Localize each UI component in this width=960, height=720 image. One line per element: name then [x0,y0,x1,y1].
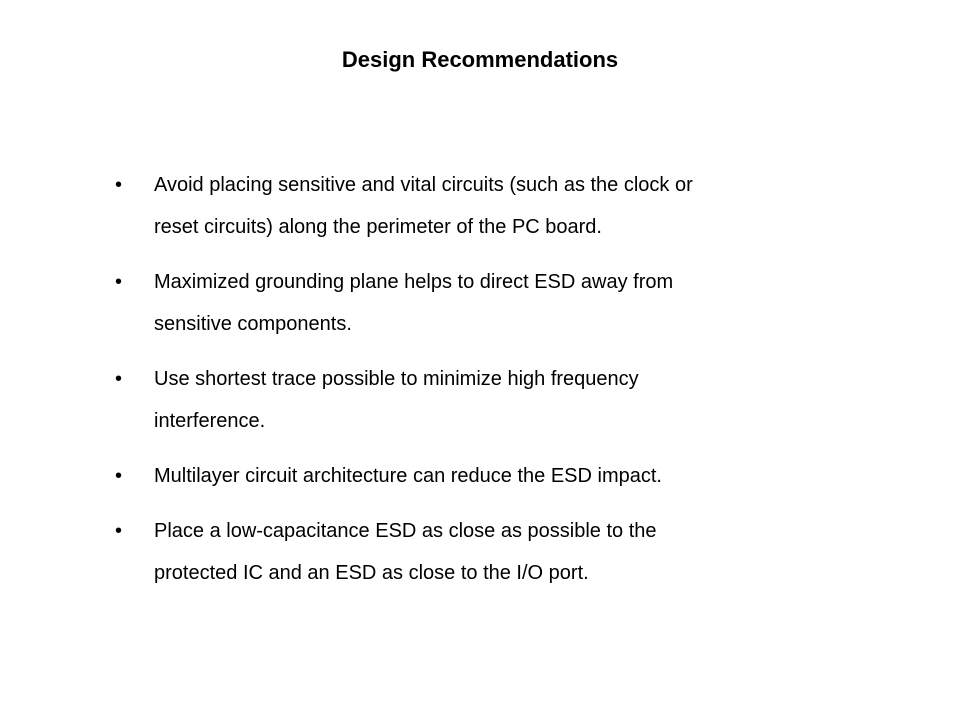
bullet-line: sensitive components. [154,313,352,335]
bullet-dot-icon: • [115,520,123,542]
bullet-list [115,164,835,594]
bullet-line: protected IC and an ESD as close to the I/O port. [154,562,589,584]
slide-title: Design Recommendations [341,47,619,72]
bullet-line: Multilayer circuit architecture can reduce the ESD impact. [154,465,662,487]
bullet-item [115,358,835,442]
bullet-dot-icon: • [115,465,123,487]
bullet-dot-icon: • [115,368,123,390]
bullet-item [115,164,835,248]
bullet-line: interference. [154,410,266,432]
bullet-line: Use shortest trace possible to minimize high frequency [154,368,639,390]
bullet-line: Maximized grounding plane helps to direct ESD away from [154,271,674,293]
bullet-item [115,510,835,594]
bullet-item [115,455,835,497]
bullet-dot-icon: • [115,174,123,196]
bullet-line: Avoid placing sensitive and vital circuits (such as the clock or [154,174,693,196]
bullet-line: Place a low-capacitance ESD as close as possible to the [154,520,657,542]
bullet-item [115,261,835,345]
bullet-dot-icon: • [115,271,123,293]
bullet-line: reset circuits) along the perimeter of the PC board. [154,216,602,238]
